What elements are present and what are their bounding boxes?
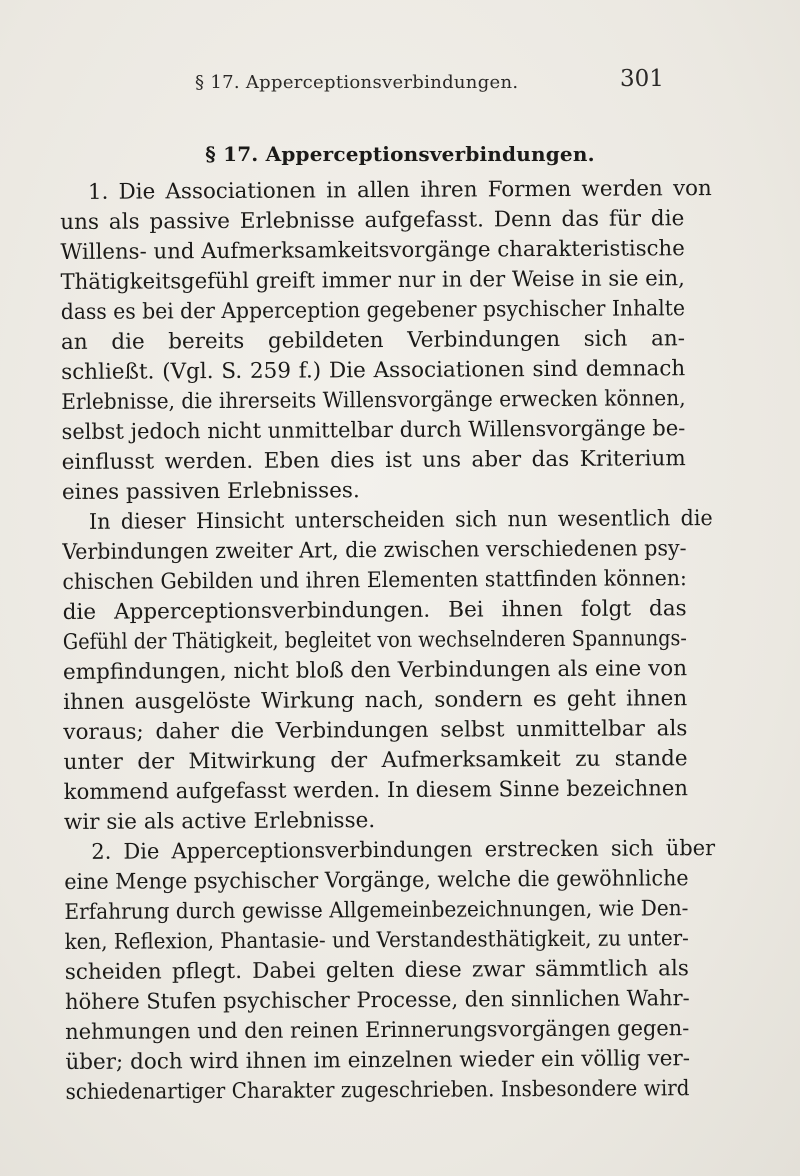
- text-line: ken, Reflexion, Phantasie- und Verstandesthätigkeit, zu unter-: [64, 926, 689, 955]
- text-line: eines passiven Erlebnisses.: [61, 478, 360, 505]
- page-number: 301: [620, 66, 664, 92]
- text-line: Erlebnisse, die ihrerseits Willensvorgänge erwecken können,: [61, 386, 686, 415]
- text-line: unter der Mitwirkung der Aufmerksamkeit zu stande: [63, 746, 688, 775]
- running-title: § 17. Apperceptionsverbindungen.: [195, 72, 519, 93]
- text-line: 2. Die Apperceptionsverbindungen erstrecken sich über: [91, 836, 716, 865]
- text-line: voraus; daher die Verbindungen selbst unmittelbar als: [63, 716, 688, 745]
- text-line: kommend aufgefasst werden. In diesem Sinne bezeichnen: [63, 776, 689, 805]
- text-line: dass es bei der Apperception gegebener psychischer Inhalte: [60, 296, 686, 325]
- text-line: höhere Stufen psychischer Processe, den sinnlichen Wahr-: [64, 986, 690, 1015]
- text-line: In dieser Hinsicht unterscheiden sich nun wesentlich die: [88, 506, 713, 535]
- text-line: Thätigkeitsgefühl greift immer nur in der Weise in sie ein,: [60, 266, 685, 295]
- text-line: schließt. (Vgl. S. 259 f.) Die Associationen sind demnach: [61, 356, 686, 385]
- text-line: ihnen ausgelöste Wirkung nach, sondern es geht ihnen: [63, 686, 688, 715]
- section-heading: § 17. Apperceptionsverbindungen.: [205, 142, 595, 166]
- text-line: Gefühl der Thätigkeit, begleitet von wechselnderen Spannungs-: [62, 626, 687, 655]
- text-line: scheiden pflegt. Dabei gelten diese zwar sämmtlich als: [64, 956, 689, 985]
- text-line: an die bereits gebildeten Verbindungen sich an-: [60, 326, 686, 355]
- text-line: empfindungen, nicht bloß den Verbindungen als eine von: [62, 656, 688, 685]
- text-line: über; doch wird ihnen im einzelnen wieder ein völlig ver-: [65, 1046, 691, 1075]
- text-line: einflusst werden. Eben dies ist uns aber das Kriterium: [61, 446, 686, 475]
- text-line: selbst jedoch nicht unmittelbar durch Willensvorgänge be-: [61, 416, 686, 445]
- text-line: uns als passive Erlebnisse aufgefasst. Denn das für die: [60, 206, 685, 235]
- text-line: chischen Gebilden und ihren Elementen stattfinden können:: [62, 566, 687, 595]
- text-line: Verbindungen zweiter Art, die zwischen verschiedenen psy-: [62, 536, 687, 565]
- text-line: Erfahrung durch gewisse Allgemeinbezeichnungen, wie Den-: [64, 896, 689, 925]
- text-line: eine Menge psychischer Vorgänge, welche die gewöhnliche: [64, 866, 689, 895]
- text-line: 1. Die Associationen in allen ihren Formen werden von: [87, 176, 712, 205]
- body-text: [60, 174, 716, 1108]
- running-header: [0, 66, 800, 102]
- text-line: wir sie als active Erlebnisse.: [63, 808, 376, 835]
- text-line: nehmungen und den reinen Erinnerungsvorgängen gegen-: [65, 1016, 690, 1045]
- text-line: schiedenartiger Charakter zugeschrieben. Insbesondere wird: [65, 1076, 690, 1105]
- text-line: die Apperceptionsverbindungen. Bei ihnen folgt das: [62, 596, 687, 625]
- text-line: Willens- und Aufmerksamkeitsvorgänge charakteristische: [60, 236, 685, 265]
